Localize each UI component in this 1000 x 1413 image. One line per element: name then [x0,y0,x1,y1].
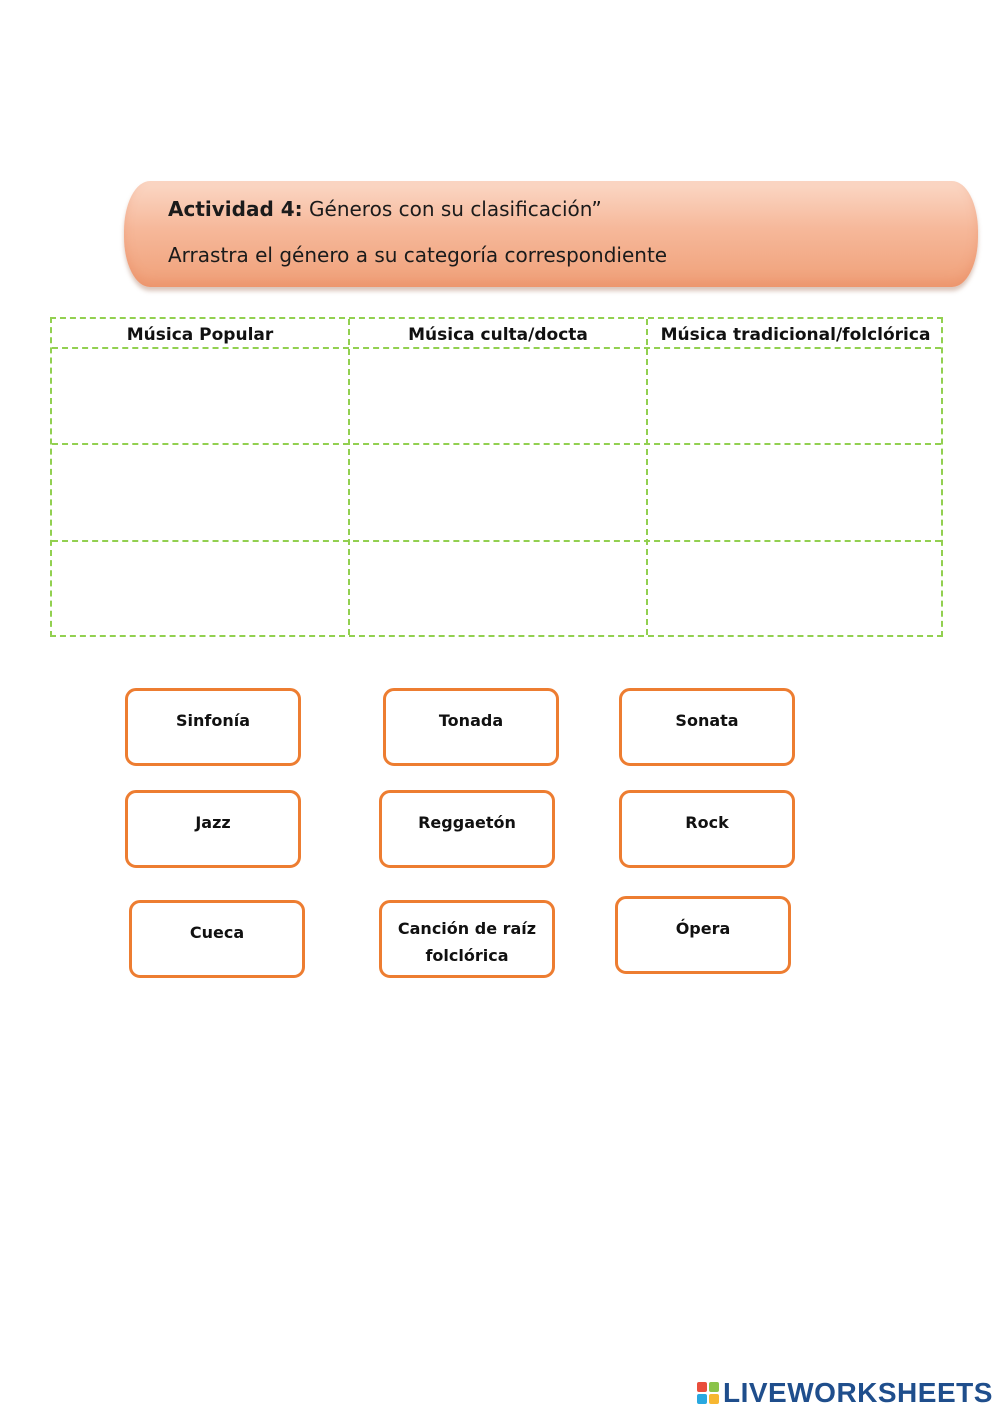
card-label: Canción de raíz folclórica [397,919,537,965]
genre-card-sonata[interactable] [619,688,795,766]
card-label: Tonada [438,711,504,730]
drop-zone-tradicional-3[interactable] [648,542,943,635]
activity-title: Géneros con su clasificación” [309,197,602,221]
card-label: Rock [685,813,729,832]
activity-label: Actividad 4: [168,197,303,221]
genre-card-reggaeton[interactable] [379,790,555,868]
card-label: Jazz [195,813,231,832]
classification-table [50,317,943,637]
genre-card-cancion-raiz-folclorica[interactable] [379,900,555,978]
drop-zone-culta-2[interactable] [350,445,646,540]
header-musica-tradicional: Música tradicional/folclórica [660,325,931,345]
genre-card-cueca[interactable] [129,900,305,978]
header-musica-culta: Música culta/docta [408,325,588,345]
card-label: Cueca [189,923,245,942]
activity-banner [124,181,978,287]
genre-card-opera[interactable] [615,896,791,974]
header-musica-popular: Música Popular [126,325,274,345]
activity-heading [168,197,602,221]
brand-name: LIVEWORKSHEETS [723,1377,993,1408]
drop-zone-popular-3[interactable] [52,542,348,635]
liveworksheets-logo [697,1375,993,1411]
activity-instruction: Arrastra el género a su categoría correspondiente [168,243,668,267]
drop-zone-tradicional-1[interactable] [648,349,943,443]
card-label: Sinfonía [175,711,251,730]
genre-card-tonada[interactable] [383,688,559,766]
drop-zone-tradicional-2[interactable] [648,445,943,540]
genre-card-rock[interactable] [619,790,795,868]
card-label: Sonata [675,711,739,730]
drop-zone-popular-2[interactable] [52,445,348,540]
genre-card-sinfonia[interactable] [125,688,301,766]
drop-zone-culta-3[interactable] [350,542,646,635]
card-label: Ópera [675,919,731,938]
genre-card-jazz[interactable] [125,790,301,868]
liveworksheets-mark-icon [697,1382,719,1404]
drop-zone-popular-1[interactable] [52,349,348,443]
drop-zone-culta-1[interactable] [350,349,646,443]
card-label: Reggaetón [418,813,516,832]
